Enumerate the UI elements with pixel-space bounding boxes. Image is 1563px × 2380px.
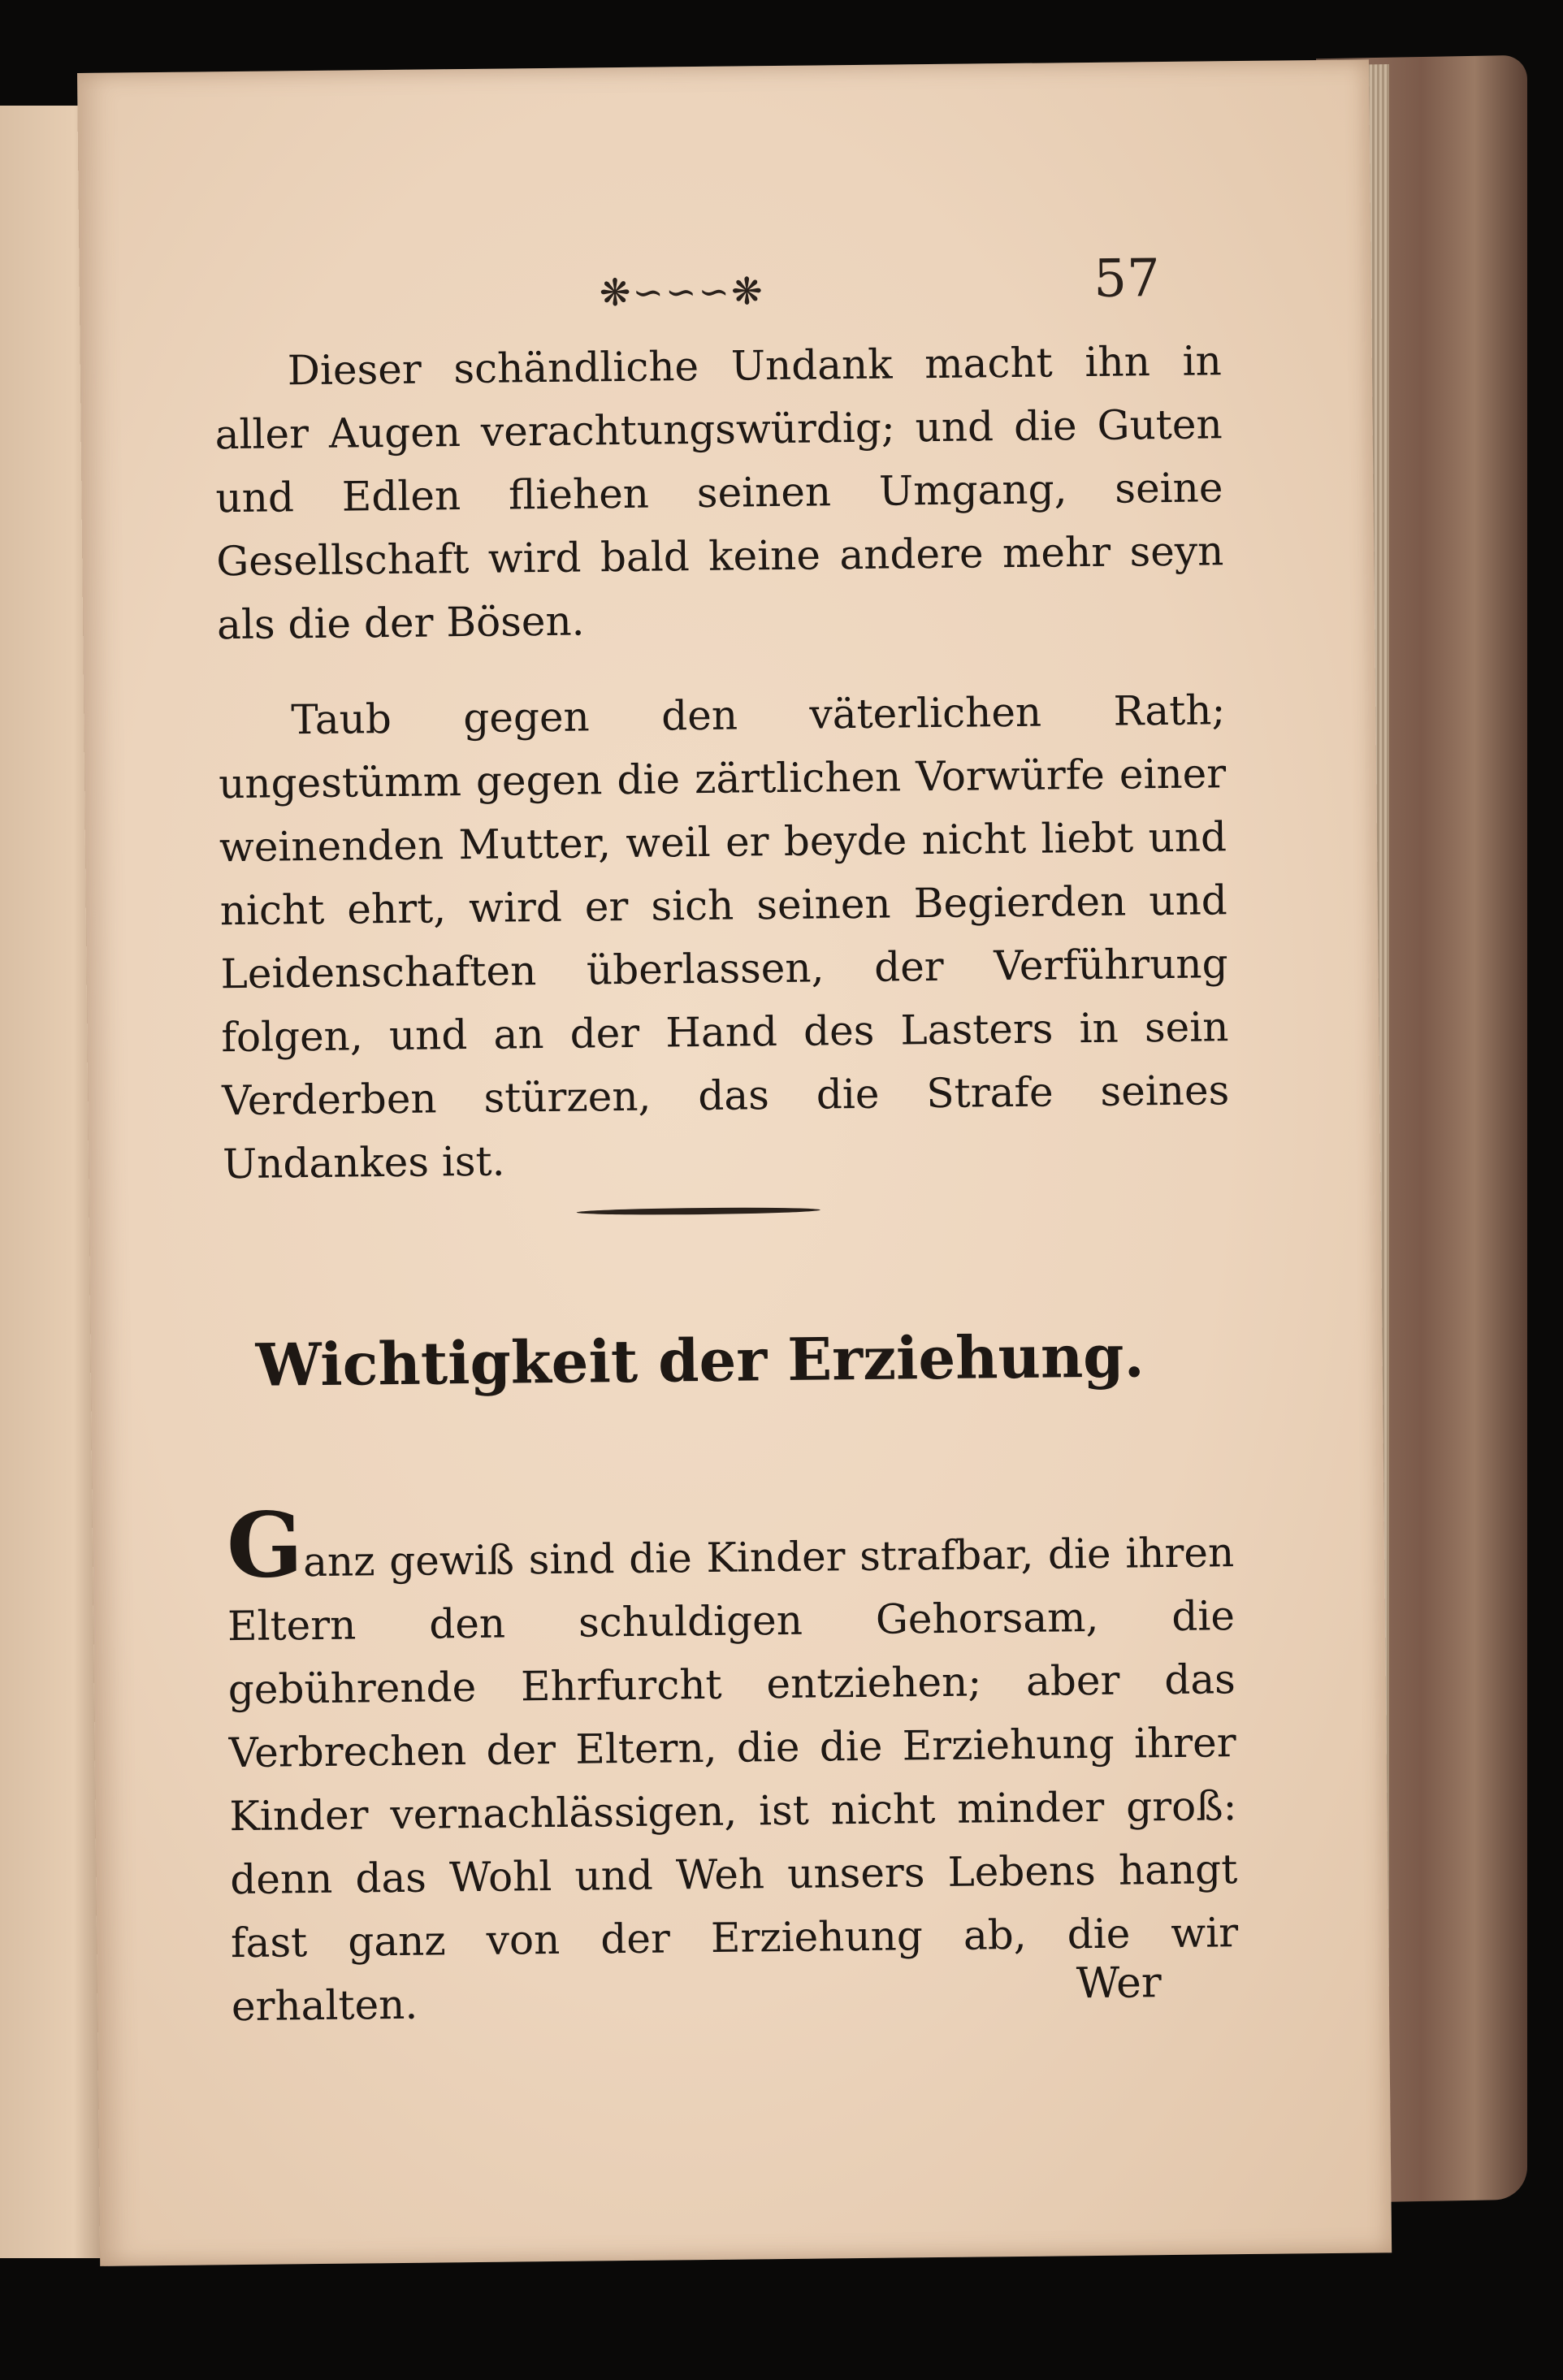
paragraph-2-text: Taub gegen den väterlichen Rath; ungestümm gegen die zärtlichen Vorwürfe einer weinenden Mutter, weil er beyde nicht liebt und nicht ehrt, wird er sich seinen Begierden und Leidenschaften überlassen, der Verführung folgen, und an der Hand des Lasters in sein Verderben stürzen, das die Strafe seines Undankes ist. [218, 686, 1230, 1188]
page-number: 57 [1093, 249, 1161, 309]
paragraph-3 [226, 1492, 1240, 2038]
section-divider [577, 1206, 820, 1215]
paragraph-2 [218, 678, 1230, 1196]
section-heading: Wichtigkeit der Erziehung. [255, 1321, 1145, 1400]
book-page [77, 59, 1392, 2266]
drop-cap: G [226, 1492, 304, 1599]
catchword: Wer [1076, 1958, 1163, 2009]
paragraph-3-body [226, 1492, 1240, 2038]
page-header [509, 249, 1176, 329]
header-ornament: ❋∽∽∽❋ [599, 269, 764, 315]
paragraph-3-text: anz gewiß sind die Kinder strafbar, die ihren Eltern den schuldigen Gehorsam, die gebührende Ehrfurcht entziehen; aber das Verbrechen der Eltern, die die Erziehung ihrer Kinder vernachlässigen, ist nicht minder groß: denn das Wohl und Weh unsers Lebens hangt fast ganz von der Erziehung ab, die wir erhalten. [227, 1529, 1239, 2031]
paragraph-1-text: Dieser schändliche Undank macht ihn in aller Augen verachtungswürdig; und die Guten und Edlen fliehen seinen Umgang, seine Gesellschaft wird bald keine andere mehr seyn als die der Bösen. [214, 337, 1224, 649]
paragraph-1 [214, 329, 1224, 656]
